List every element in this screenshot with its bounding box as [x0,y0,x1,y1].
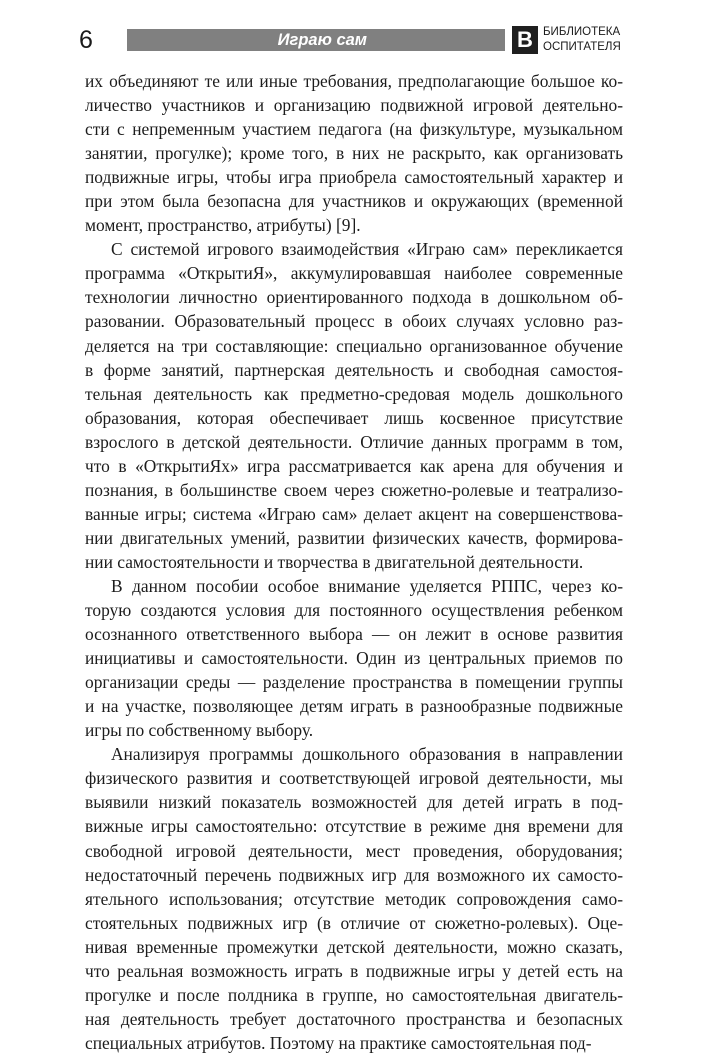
text-line: недостаточный перечень подвижных игр для возможного их самосто- [85,864,623,885]
series-name-line2: ОСПИТАТЕЛЯ [543,41,621,53]
text-line: торую создаются условия для постоянного осуществления ребенком [85,600,623,621]
text-line: технологии личностно ориентированного подхода в дошкольном об- [85,287,623,308]
text-line: выявили низкий показатель возможностей для детей играть в под- [85,792,623,813]
text-line: подвижные игры, чтобы игра приобрела самостоятельный характер и [85,167,623,188]
text-line: взрослого в детской деятельности. Отличие данных программ в том, [85,431,623,452]
paragraph [85,574,623,742]
text-line: нии самостоятельности и творчества в двигательной деятельности. [85,551,584,572]
library-logo-icon: В [512,26,538,54]
text-line: познания, в большинстве своем через сюжетно-ролевые и театрализо- [85,479,623,500]
page-number: 6 [79,26,93,54]
text-line: разовании. Образовательный процесс в обоих случаях условно раз- [85,311,623,332]
text-line: инициативы и самостоятельности. Один из центральных приемов по [85,648,623,669]
text-line: Анализируя программы дошкольного образования в направлении [111,744,623,765]
text-line: занятии, прогулке); кроме того, в них не раскрыто, как организовать [85,143,623,164]
section-title: Играю сам [277,31,367,49]
text-line: тельная деятельность как предметно-средовая модель дошкольного [85,383,623,404]
series-name-line1: БИБЛИОТЕКА [543,26,621,38]
text-line: образования, которая обеспечивает лишь косвенное присутствие [85,407,623,428]
text-line: что реальная возможность играть в подвижные игры у детей есть на [85,960,623,981]
text-line: их объединяют те или иные требования, предполагающие большое ко- [85,71,623,91]
paragraph [85,742,623,1055]
text-line: осознанного ответственного выбора — он лежит в основе развития [85,624,623,645]
series-logo-text [543,25,638,55]
running-header [127,29,505,51]
body-text [85,69,623,1055]
paragraph [85,69,623,237]
text-line: ятельного использования; отсутствие методик сопровождения само- [85,888,623,909]
text-line: организации среды — разделение пространства в помещении группы [85,672,623,693]
text-line: вижные игры самостоятельно: отсутствие в режиме дня времени для [85,816,623,837]
text-line: свободной игровой деятельности, мест проведения, оборудования; [85,840,623,861]
text-line: личество участников и организацию подвижной игровой деятельно- [85,95,623,116]
text-line: в форме занятий, партнерская деятельность и свободная самостоя- [85,359,623,380]
text-line: программа «ОткрытиЯ», аккумулировавшая наиболее современные [85,263,623,284]
text-line: и на участке, позволяющее детям играть в разнообразные подвижные [85,696,623,717]
text-line: сти с непременным участием педагога (на физкультуре, музыкальном [85,119,623,140]
text-line: игры по собственному выбору. [85,720,314,741]
text-line: ванные игры; система «Играю сам» делает акцент на совершенствова- [85,503,623,524]
text-line: нии двигательных умений, развитии физических качеств, формирова- [85,527,623,548]
text-line: прогулке и после полдника в группе, но самостоятельная двигатель- [85,984,623,1005]
text-line: физического развития и соответствующей игровой деятельности, мы [85,768,623,789]
text-line: ная деятельность требует достаточного пространства и безопасных [85,1008,623,1029]
text-line: специальных атрибутов. Поэтому на практике самостоятельная под- [85,1032,592,1053]
text-line: деляется на три составляющие: специально организованное обучение [85,335,623,356]
text-line: стоятельных подвижных игр (в отличие от сюжетно-ролевых). Оце- [85,912,623,933]
text-line: В данном пособии особое внимание уделяется РППС, через ко- [111,575,623,596]
paragraph [85,237,623,574]
text-line: что в «ОткрытиЯх» игра рассматривается как арена для обучения и [85,455,623,476]
text-line: С системой игрового взаимодействия «Играю сам» перекликается [111,239,623,260]
text-line: момент, пространство, атрибуты) [9]. [85,215,361,236]
text-line: нивая временные промежутки детской деятельности, можно сказать, [85,936,623,957]
text-line: при этом была безопасна для участников и окружающих (временной [85,191,623,212]
